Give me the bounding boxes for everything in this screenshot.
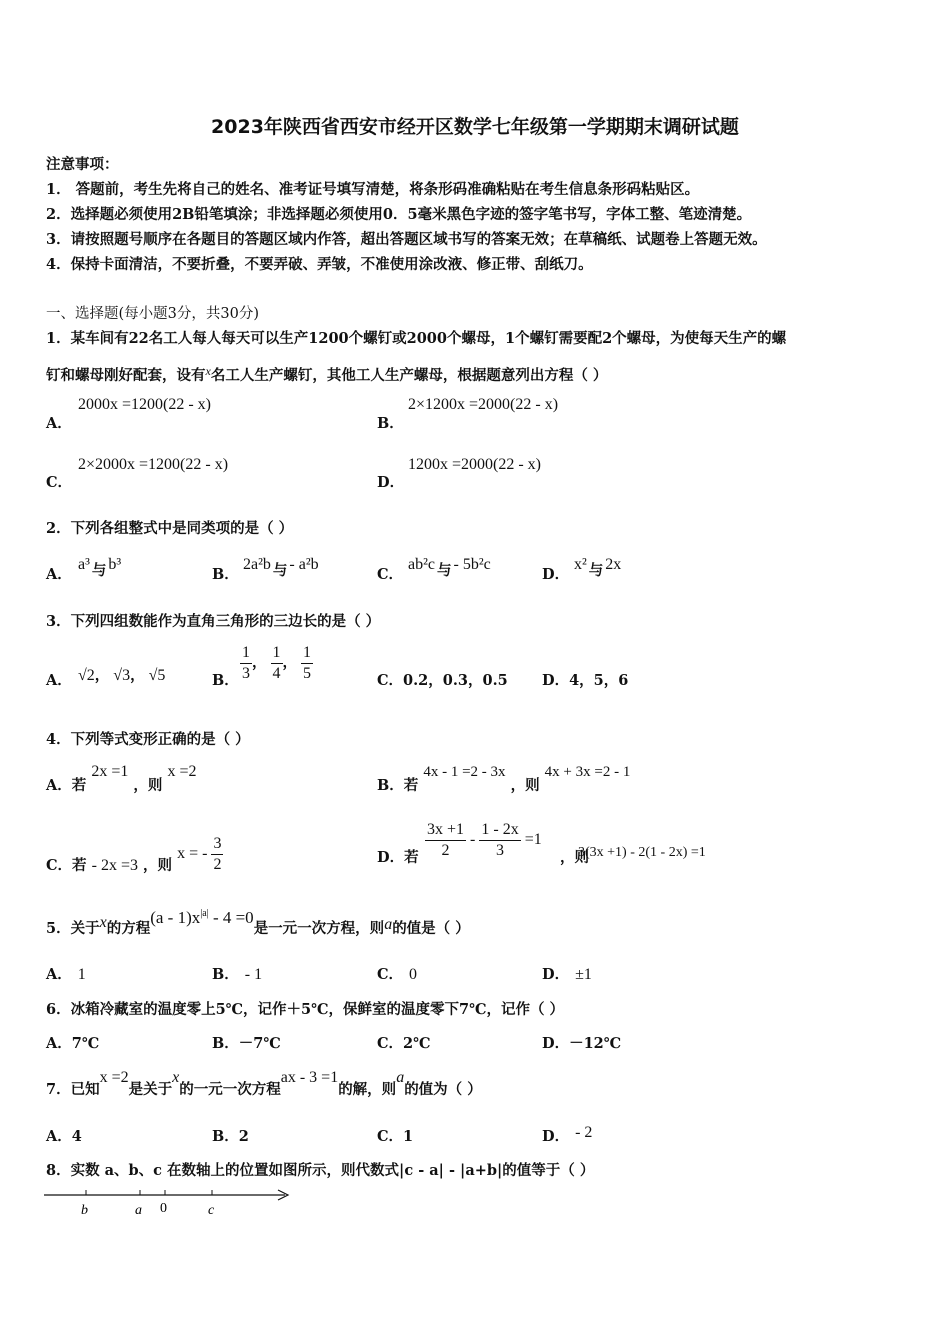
q4-option-d-expr: $\frac{3x +1}{2}$ - $\frac{1 - 2x}{3}$ =1 [427, 821, 542, 859]
q3-option-b-label: B． [212, 672, 239, 689]
q2-option-c-expr: ab²c 与 - 5b²c [408, 556, 491, 579]
q4-option-d-then: ，则 [560, 849, 589, 866]
notice-item-1: 1． 答题前，考生先将自己的姓名、准考证号填写清楚，将条形码准确粘贴在考生信息条形码粘贴区。 [46, 181, 700, 198]
q7-option-b: B．2 [212, 1128, 249, 1145]
notice-heading: 注意事项： [46, 156, 119, 173]
q5-option-c: C． 0 [377, 966, 418, 983]
q1-option-b-label: B． [377, 415, 404, 432]
q4-option-a: A．若 2x =1 ，则 x =2 [46, 763, 197, 794]
q6-option-c: C．2℃ [377, 1035, 431, 1052]
q1-option-c-expr: 2×2000x =1200(22 - x) [78, 456, 229, 473]
q5-option-b: B． - 1 [212, 966, 263, 983]
q6-option-a: A．7℃ [46, 1035, 100, 1052]
q2-option-b-label: B． [212, 566, 239, 583]
q7-option-d: D． - 2 [542, 1124, 593, 1145]
q3-stem: 3．下列四组数能作为直角三角形的三边长的是（ ） [46, 613, 381, 630]
q4-stem: 4．下列等式变形正确的是（ ） [46, 731, 250, 748]
label-a: a [135, 1203, 142, 1218]
label-b: b [81, 1203, 88, 1218]
q3-option-c: C．0.2，0.3，0.5 [377, 672, 508, 689]
notice-item-3: 3．请按照题号顺序在各题目的答题区域内作答，超出答题区域书写的答案无效；在草稿纸、试题卷上答题无效。 [46, 231, 767, 248]
q2-stem: 2．下列各组整式中是同类项的是（ ） [46, 520, 294, 537]
q3-option-a-expr: √2， √3， √5 [78, 667, 166, 684]
q1-option-a-label: A． [46, 415, 72, 432]
q3-option-a-label: A． [46, 672, 72, 689]
q1-option-d-label: D． [377, 474, 405, 491]
q1-option-d-expr: 1200x =2000(22 - x) [408, 456, 542, 473]
q1-option-a-expr: 2000x =1200(22 - x) [78, 396, 212, 413]
q1-stem-line2: 钉和螺母刚好配套，设有$^x$名工人生产螺钉，其他工人生产螺母，根据题意列出方程（ ） [46, 364, 608, 384]
q7-option-a: A．4 [46, 1128, 82, 1145]
q5-option-a: A． 1 [46, 966, 86, 983]
q2-option-a-expr: a³ 与 b³ [78, 556, 122, 579]
q1-option-b-expr: 2×1200x =2000(22 - x) [408, 396, 559, 413]
q4-option-d-result: 3(3x +1) - 2(1 - 2x) =1 [578, 845, 706, 860]
label-zero: 0 [160, 1201, 167, 1216]
section-heading: 一、选择题(每小题3分，共30分) [46, 306, 259, 322]
q3-option-b-expr: $\frac{1}{3}$ ， $\frac{1}{4}$ ， $\frac{1}{5}$ [242, 644, 311, 682]
q6-option-d: D．－12℃ [542, 1035, 622, 1052]
q8-stem: 8．实数 a、b、c 在数轴上的位置如图所示，则代数式|c - a| - |a+b|的值等于（ ） [46, 1162, 595, 1179]
q6-stem: 6．冰箱冷藏室的温度零上5℃，记作＋5℃，保鲜室的温度零下7℃，记作（ ） [46, 1001, 565, 1018]
q2-option-a-label: A． [46, 566, 72, 583]
q3-option-d: D．4，5，6 [542, 672, 629, 689]
q2-option-d-label: D． [542, 566, 570, 583]
q1-stem-line1: 1．某车间有22名工人每人每天可以生产1200个螺钉或2000个螺母，1个螺钉需要配2个螺母，为使每天生产的螺 [46, 330, 787, 347]
q1-option-c-label: C． [46, 474, 73, 491]
q4-option-c: C．若 - 2x =3 ，则 x = - $\frac{3}{2}$ [46, 835, 222, 875]
q7-stem: 7．已知x =2是关于x的一元一次方程ax - 3 =1的解，则a的值为（ ） [46, 1069, 482, 1098]
q4-option-b: B．若 4x - 1 =2 - 3x ，则 4x + 3x =2 - 1 [377, 764, 631, 794]
q2-option-d-expr: x² 与 2x [574, 556, 622, 579]
q7-option-c: C．1 [377, 1128, 414, 1145]
notice-item-4: 4．保持卡面清洁，不要折叠，不要弄破、弄皱，不准使用涂改液、修正带、刮纸刀。 [46, 256, 593, 273]
page-title: 2023年陕西省西安市经开区数学七年级第一学期期末调研试题 [211, 116, 739, 138]
q5-stem: 5．关于x的方程$(a - 1)x^{|a|} - 4 =0$是一元一次方程，则a的值是（ ） [46, 908, 470, 937]
label-c: c [208, 1203, 215, 1218]
notice-item-2: 2．选择题必须使用2B铅笔填涂；非选择题必须使用0．5毫米黑色字迹的签字笔书写，字体工整、笔迹清楚。 [46, 206, 752, 223]
q2-option-b-expr: 2a²b 与 - a²b [243, 556, 319, 579]
q2-option-c-label: C． [377, 566, 404, 583]
q4-option-d: D．若 [377, 849, 419, 866]
q5-option-d: D． ±1 [542, 966, 592, 983]
q6-option-b: B．－7℃ [212, 1035, 281, 1052]
number-line-figure [40, 1184, 300, 1220]
